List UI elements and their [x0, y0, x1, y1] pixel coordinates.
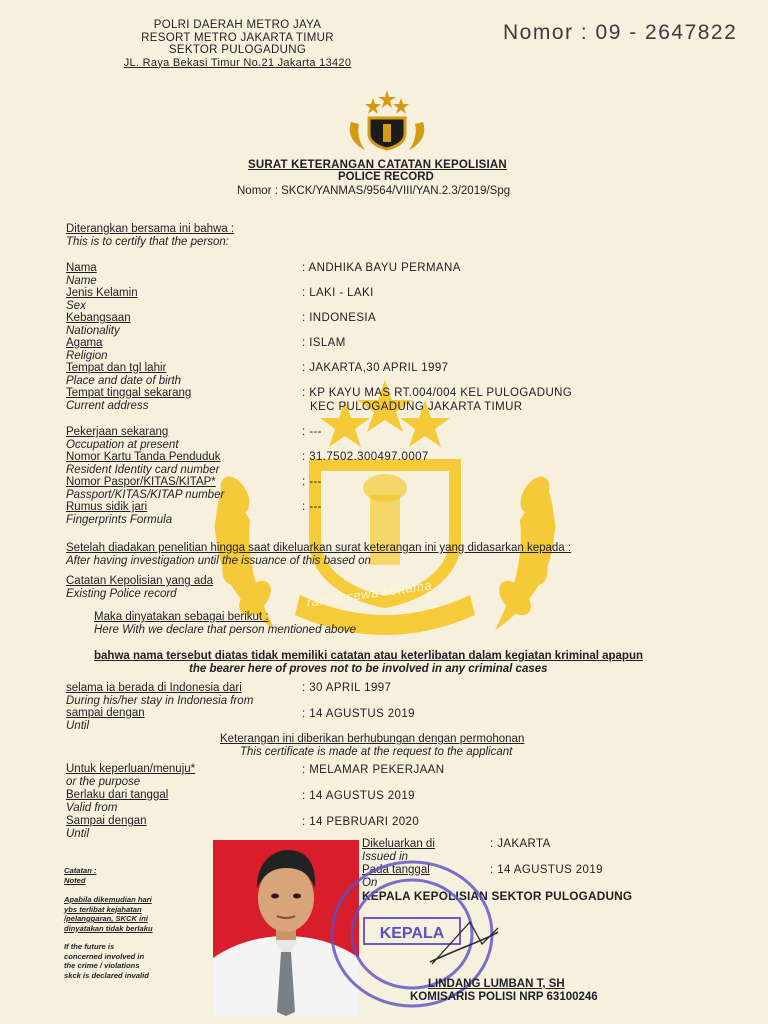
notes-line: dinyatakan tidak berlaku: [64, 923, 153, 933]
stay-from-value: : 30 APRIL 1997: [302, 682, 392, 694]
field-label: Pekerjaan sekarang Occupation at present: [66, 426, 179, 451]
record-number: Nomor : SKCK/YANMAS/9564/VIII/YAN.2.3/2019/Spg: [237, 185, 511, 197]
field-label: Tempat tinggal sekarang Current address: [66, 387, 192, 412]
validity-value: : 14 AGUSTUS 2019: [302, 790, 415, 802]
field-value: : ---: [302, 426, 322, 438]
validity-label: Untuk keperluan/menuju* or the purpose: [66, 763, 196, 788]
notes-line: concerned involved in: [64, 951, 145, 961]
field-value: : ANDHIKA BAYU PERMANA: [302, 262, 461, 274]
validity-value: : 14 PEBRUARI 2020: [302, 816, 420, 828]
notes: Catatan : Noted Apabila dikemudian hari ybs terlibat kejahatan /pelanggaran, SKCK ini dinyatakan tidak berlaku If the future is concerned involved in the crime / violations skck is declared invalid: [64, 866, 168, 980]
field-label: Nama Name: [66, 262, 97, 287]
emblem-motto: rastra sewa kottama: [305, 577, 433, 610]
stamp-label: KEPALA: [379, 925, 445, 942]
field-label: Tempat dan tgl lahir Place and date of birth: [66, 362, 182, 387]
signatory-name: LINDANG LUMBAN T, SH: [428, 978, 565, 990]
stay-from-label: selama ia berada di Indonesia dari During his/her stay in Indonesia from: [66, 682, 254, 707]
notes-line: skck is declared invalid: [64, 970, 149, 980]
notes-line: /pelanggaran, SKCK ini: [64, 914, 148, 923]
document-serial-number: Nomor : 09 - 2647822: [503, 21, 738, 44]
signatory-rank: KOMISARIS POLISI NRP 63100246: [410, 991, 598, 1003]
field-value: : KP KAYU MAS RT.004/004 KEL PULOGADUNG: [302, 387, 573, 399]
document-subtitle: POLICE RECORD: [338, 171, 434, 183]
intro: Diterangkan bersama ini bahwa : This is to certify that the person:: [66, 223, 235, 248]
existing-record: Catatan Kepolisian yang ada Existing Police record: [66, 575, 214, 600]
letterhead-address: JL. Raya Bekasi Timur No.21 Jakarta 13420: [123, 56, 352, 69]
document-title: SURAT KETERANGAN CATATAN KEPOLISIAN: [248, 159, 507, 171]
field-value-line2: KEC PULOGADUNG JAKARTA TIMUR: [310, 401, 523, 413]
notes-line: ybs terlibat kejahatan: [64, 904, 142, 914]
notes-indonesian: [64, 895, 168, 933]
stay-until-value: : 14 AGUSTUS 2019: [302, 708, 415, 720]
validity-label: Sampai dengan Until: [66, 815, 147, 840]
field-label: Jenis Kelamin Sex: [66, 287, 138, 312]
letterhead: [105, 19, 370, 69]
notes-english: [64, 942, 168, 980]
notes-line: If the future is: [64, 942, 115, 951]
clearance-statement: bahwa nama tersebut diatas tidak memiliki catatan atau keterlibatan dalam kegiatan kriminal apapun: [94, 650, 643, 662]
field-value: : ---: [302, 476, 322, 488]
issued-date-value: : 14 AGUSTUS 2019: [490, 864, 603, 876]
investigation-basis: Setelah diadakan penelitian hingga saat dikeluarkan surat keterangan ini yang didasarkan kepada : After having investigation until the issuance of this based on: [66, 542, 572, 567]
letterhead-line3: SEKTOR PULOGADUNG: [168, 44, 307, 56]
request-note: Keterangan ini diberikan berhubungan dengan permohonan This certificate is made at the request to the applicant: [220, 733, 525, 758]
declaration: Maka dinyatakan sebagai berikut : Here With we declare that person mentioned above: [94, 611, 356, 636]
field-label: Nomor Paspor/KITAS/KITAP* Passport/KITAS/KITAP number: [66, 476, 225, 501]
field-value: : ---: [302, 501, 322, 513]
field-label: Agama Religion: [66, 337, 108, 362]
field-value: : JAKARTA,30 APRIL 1997: [302, 362, 449, 374]
clearance-statement-en: the bearer here of proves not to be involved in any criminal cases: [189, 663, 548, 675]
issued-place-label: Dikeluarkan di Issued in: [362, 838, 435, 863]
stay-until-label: sampai dengan Until: [66, 707, 145, 732]
notes-line: the crime / violations: [64, 961, 140, 970]
field-label: Rumus sidik jari Fingerprints Formula: [66, 501, 173, 526]
field-label: Kebangsaan Nationality: [66, 312, 131, 337]
validity-value: : MELAMAR PEKERJAAN: [302, 764, 445, 776]
issued-place-value: : JAKARTA: [490, 838, 551, 850]
field-value: : INDONESIA: [302, 312, 377, 324]
validity-label: Berlaku dari tanggal Valid from: [66, 789, 169, 814]
letterhead-line2: RESORT METRO JAKARTA TIMUR: [141, 31, 334, 44]
letterhead-line1: POLRI DAERAH METRO JAYA: [153, 19, 322, 31]
police-emblem-logo: [343, 88, 431, 152]
field-value: : LAKI - LAKI: [302, 287, 374, 299]
field-value: : ISLAM: [302, 337, 346, 349]
issued-date-label: Pada tanggal On: [362, 864, 430, 889]
notes-line: Apabila dikemudian hari: [64, 895, 152, 904]
field-label: Nomor Kartu Tanda Penduduk Resident Identity card number: [66, 451, 221, 476]
signatory-title: KEPALA KEPOLISIAN SEKTOR PULOGADUNG: [362, 889, 633, 903]
field-value: : 31.7502.300497.0007: [302, 451, 429, 463]
